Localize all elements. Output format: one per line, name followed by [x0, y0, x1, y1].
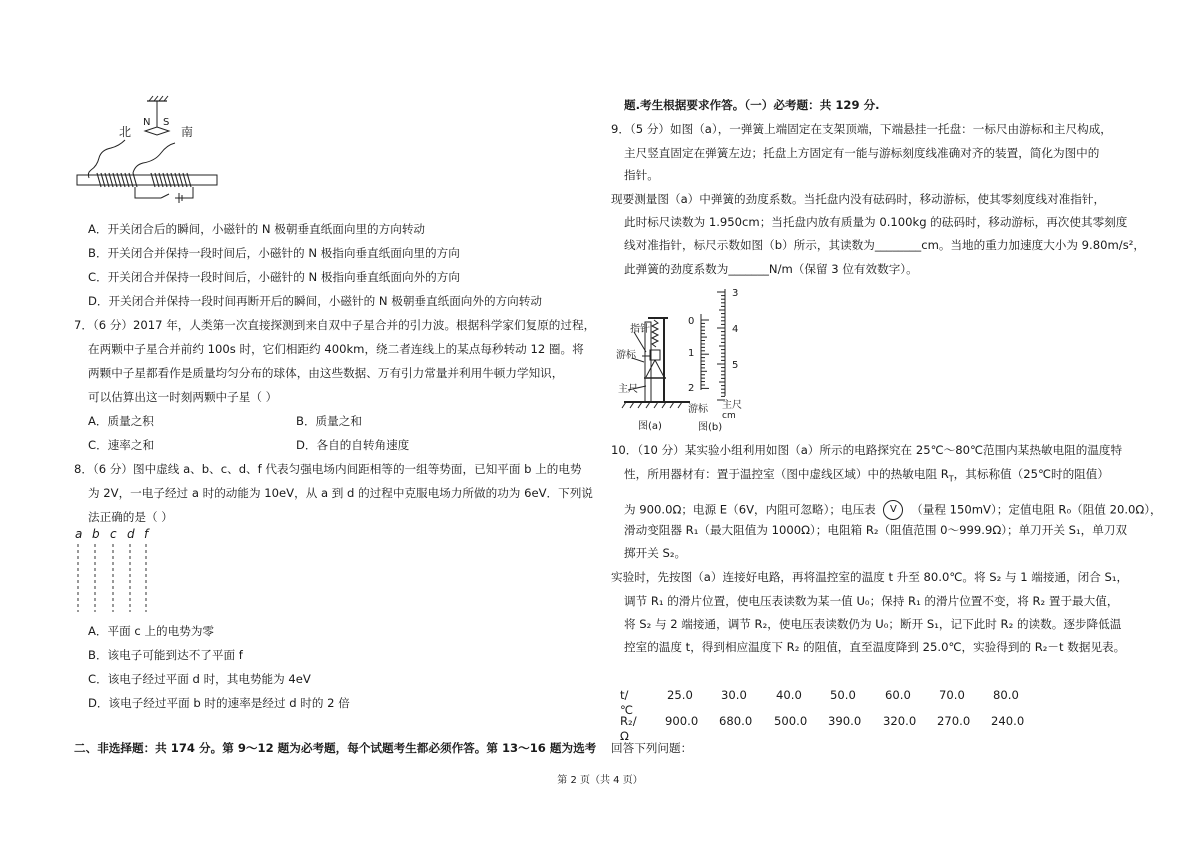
q8-option-b: B．该电子可能到达不了平面 f	[88, 648, 243, 662]
table-cell: 60.0	[885, 688, 911, 702]
fig1-S: S	[163, 117, 170, 128]
q10-line-8: 将 S₂ 与 2 端接通，调节 R₂，使电压表读数仍为 U₀；断开 S₁，记下此时 R₂ 的读数。逐步降低温	[624, 617, 1122, 631]
table-cell: 50.0	[830, 688, 856, 702]
fig9b-main-label: 主尺	[722, 400, 742, 411]
fig9a-pointer-label: 指针	[630, 324, 650, 335]
q10-rt-subscript: T	[948, 474, 954, 484]
fig9b-unit: cm	[722, 411, 736, 421]
q6-option-a: A．开关闭合后的瞬间，小磁针的 N 极朝垂直纸面向里的方向转动	[88, 222, 426, 236]
plane-label-d: d	[127, 527, 135, 541]
vernier-tick-0: 0	[688, 316, 695, 327]
q7-line-3: 两颗中子星都看作是质量均匀分布的球体，由这些数据、万有引力常量并利用牛顿力学知识，	[88, 366, 564, 380]
q9-line-3: 指针。	[624, 168, 659, 182]
plane-label-c: c	[110, 527, 117, 541]
fig9b-caption: 图(b)	[698, 422, 723, 433]
q8-line-2: 为 2V，一电子经过 a 时的动能为 10eV，从 a 到 d 的过程中克服电场力所做的功为 6eV．下列说	[88, 486, 593, 500]
voltmeter-icon: V	[883, 500, 903, 520]
table-cell: 40.0	[776, 688, 802, 702]
q7-option-a: A．质量之积	[88, 414, 154, 428]
figure-spring-apparatus	[616, 302, 696, 432]
q8-line-3: 法正确的是（ ）	[88, 510, 173, 524]
figure-compass-solenoid	[75, 95, 225, 195]
q8-option-a: A．平面 c 上的电势为零	[88, 624, 215, 638]
table-cell: 680.0	[719, 714, 753, 728]
vernier-tick-1: 1	[688, 348, 695, 359]
table-head-t: t/℃	[620, 688, 634, 717]
section-2-heading: 二、非选择题：共 174 分。第 9～12 题为必考题，每个试题考生都必须作答。第 13～16 题为选考	[74, 741, 597, 755]
table-cell: 320.0	[883, 714, 917, 728]
q10-line-5: 掷开关 S₂。	[624, 546, 687, 560]
q9-line-7: 此弹簧的劲度系数为_______N/m（保留 3 位有效数字）。	[624, 262, 918, 276]
q8-line-1: 8．（6 分）图中虚线 a、b、c、d、f 代表匀强电场内间距相等的一组等势面，已知平面 b 上的电势	[74, 462, 582, 476]
q6-option-b: B．开关闭合并保持一段时间后，小磁针的 N 极指向垂直纸面向里的方向	[88, 246, 460, 260]
plane-label-b: b	[92, 527, 100, 541]
q9-line-1: 9．（5 分）如图（a），一弹簧上端固定在支架顶端，下端悬挂一托盘：一标尺由游标和主尺构成，	[611, 122, 1112, 136]
fig1-N: N	[143, 117, 151, 128]
q10-line-2-tail: ，其标称值（25℃时的阻值）	[953, 467, 1109, 481]
fig9a-caption: 图(a)	[638, 421, 662, 432]
q10-line-3-tail: （量程 150mV）；定值电阻 R₀（阻值 20.0Ω），	[911, 502, 1162, 517]
table-cell: 25.0	[667, 688, 693, 702]
q8-option-d: D．该电子经过平面 b 时的速率是经过 d 时的 2 倍	[88, 696, 350, 710]
q10-line-3	[624, 500, 1162, 520]
table-cell: 900.0	[665, 714, 699, 728]
q7-line-4: 可以估算出这一时刻两颗中子星（ ）	[88, 390, 278, 404]
q8-option-c: C．该电子经过平面 d 时，其电势能为 4eV	[88, 672, 311, 686]
q10-line-4: 滑动变阻器 R₁（最大阻值为 1000Ω）；电阻箱 R₂（阻值范围 0～999.9Ω）；单刀开关 S₁，单刀双	[624, 523, 1128, 537]
q10-line-6: 实验时，先按图（a）连接好电路，再将温控室的温度 t 升至 80.0℃。将 S₂ 与 1 端接通，闭合 S₁，	[611, 570, 1129, 584]
table-cell: 390.0	[828, 714, 862, 728]
table-cell: 30.0	[721, 688, 747, 702]
fig9a-vernier-label: 游标	[616, 350, 636, 361]
q10-line-9: 控室的温度 t，得到相应温度下 R₂ 的阻值，直至温度降到 25.0℃，实验得到的 R₂－t 数据见表。	[624, 640, 1126, 654]
q10-line-2	[624, 467, 1109, 486]
answer-prompt: 回答下列问题：	[611, 741, 693, 755]
fig1-north: 北	[119, 125, 132, 139]
fig9b-vernier-label: 游标	[688, 404, 708, 415]
q7-option-c: C．速率之和	[88, 438, 155, 452]
q10-line-1: 10．（10 分）某实验小组利用如图（a）所示的电路探究在 25℃～80℃范围内某热敏电阻的温度特	[611, 443, 1123, 457]
q9-line-2: 主尺竖直固定在弹簧左边；托盘上方固定有一能与游标刻度线准确对齐的装置，简化为图中的	[624, 146, 1100, 160]
vernier-tick-2: 2	[688, 383, 695, 394]
q10-line-7: 调节 R₁ 的滑片位置，使电压表读数为某一值 U₀；保持 R₁ 的滑片位置不变，将 R₂ 置于最大值，	[624, 594, 1119, 608]
page-footer: 第 2 页（共 4 页）	[557, 775, 643, 786]
main-tick-3: 3	[732, 288, 739, 299]
q7-line-2: 在两颗中子星合并前约 100s 时，它们相距约 400km，绕二者连线上的某点每秒转动 12 圈。将	[88, 342, 584, 356]
table-cell: 70.0	[939, 688, 965, 702]
table-cell: 500.0	[774, 714, 808, 728]
fig9a-main-label: 主尺	[618, 384, 638, 395]
q6-option-d: D．开关闭合并保持一段时间再断开后的瞬间，小磁针的 N 极朝垂直纸面向外的方向转动	[88, 294, 542, 308]
main-tick-5: 5	[732, 360, 739, 371]
figure-equipotential-planes	[72, 526, 162, 616]
figure-vernier-scale	[688, 284, 768, 434]
q10-line-2-text: 性，所用器材有：置于温控室（图中虚线区域）中的热敏电阻 R	[624, 467, 949, 481]
q7-option-b: B．质量之和	[296, 414, 362, 428]
q6-option-c: C．开关闭合并保持一段时间后，小磁针的 N 极指向垂直纸面向外的方向	[88, 270, 460, 284]
q9-line-4: 现要测量图（a）中弹簧的劲度系数。当托盘内没有砝码时，移动游标，使其零刻度线对准指针，	[611, 192, 1106, 206]
plane-label-f: f	[144, 527, 149, 541]
q9-line-5: 此时标尺读数为 1.950cm；当托盘内放有质量为 0.100kg 的砝码时，移动游标，再次使其零刻度	[624, 215, 1128, 229]
main-tick-4: 4	[732, 324, 739, 335]
q10-line-3-text: 为 900.0Ω；电源 E（6V，内阻可忽略）；电压表	[624, 502, 876, 517]
table-cell: 80.0	[993, 688, 1019, 702]
q7-option-d: D．各自的自转角速度	[296, 438, 410, 452]
section-continuation: 题.考生根据要求作答。（一）必考题：共 129 分.	[624, 98, 880, 112]
table-cell: 240.0	[991, 714, 1025, 728]
q9-line-6: 线对准指针，标尺示数如图（b）所示，其读数为________cm。当地的重力加速度大小为 9.80m/s²，	[624, 238, 1145, 252]
q7-line-1: 7．（6 分）2017 年，人类第一次直接探测到来自双中子星合并的引力波。根据科学家们复原的过程，	[74, 318, 596, 332]
plane-label-a: a	[75, 527, 83, 541]
fig1-south: 南	[181, 125, 194, 139]
table-head-r2: R₂/Ω	[620, 714, 637, 743]
table-cell: 270.0	[937, 714, 971, 728]
